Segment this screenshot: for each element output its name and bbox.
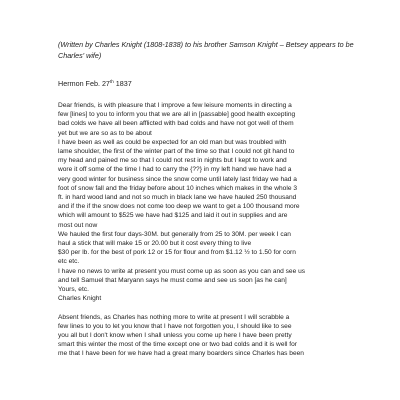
letter-line: few [lines] to you to inform you that we are all in [passable] good health excepting — [58, 111, 296, 119]
letter-line: most out now — [58, 221, 98, 229]
paragraph-gap — [58, 303, 358, 312]
letter-line: $30 per lb. for the best of pork 12 or 15 for flour and from $1.12 ½ to 1.50 for corn — [58, 249, 296, 257]
letter-line: I have no news to write at present you must come up as soon as you can and see us — [58, 267, 306, 275]
letter-line: Dear friends, is with pleasure that I improve a few leisure moments in directing a — [58, 102, 292, 109]
letter-line: lame shoulder, the first of the winter part of the time so that I could not git hand to — [58, 148, 295, 156]
letter-line: foot of snow fall and the friday before about 10 inches which makes in the whole 3 — [58, 184, 297, 192]
letter-line: bad colds we have all been afflicted with bad colds and have not got well of them — [58, 120, 294, 128]
letter-line: which will amount to $525 we have had $125 and laid it out in supplies and are — [58, 212, 288, 220]
letter-dateline — [58, 79, 132, 89]
letter-line: smart this winter the most of the time except one or two bad colds and it is well for — [58, 341, 297, 349]
letter-line: haul a stick that will make 15 or 20.00 but it cost every thing to live — [58, 240, 252, 248]
letter-line: etc etc. — [58, 258, 80, 266]
letter-line: my head and pained me so that I could not rest in nights but I kept to work and — [58, 157, 287, 165]
letter-line: Yours, etc. — [58, 286, 89, 294]
letter-line: very good winter for business since the snow come until lately last friday we had a — [58, 175, 297, 183]
letter-line: me that I have been for we have had a great many boarders since Charles has been — [58, 350, 304, 358]
intro-note: (Written by Charles Knight (1808-1838) to his brother Samson Knight – Betsey appears to be Charles' wife) — [58, 40, 354, 60]
letter-line: Absent friends, as Charles has nothing more to write at present I will scrabble a — [58, 313, 290, 321]
dateline-year: 1837 — [113, 79, 132, 88]
letter-line: wore it off some of the time I had to carry the {??} in my left hand we have had a — [58, 166, 292, 174]
letter-line: I have been as well as could be expected for an old man but was troubled with — [58, 138, 287, 146]
letter-line: and tell Samuel that Maryann says he must come and see us soon [as he can] — [58, 276, 287, 284]
letter-line: few lines to you to let you know that I have not forgotten you, I should like to see — [58, 322, 292, 330]
letter-line: We hauled the first four days-30M. but generally from 25 to 30M. per week I can — [58, 230, 291, 238]
letter-line: ft. in hard wood land and not so much in black lane we have hauled 250 thousand — [58, 194, 297, 202]
letter-body — [58, 101, 358, 359]
letter-line: you all but I don't know when I shall unless you come up here I have been pretty — [58, 332, 292, 340]
dateline-place-month: Hermon Feb. 27 — [58, 79, 110, 88]
dateline-day-suffix: th — [109, 79, 114, 84]
letter-line: yet but we are so as to be about — [58, 129, 152, 137]
letter-line: Charles Knight — [58, 295, 102, 303]
letter-line: and if the if the snow does not come too deep we want to get a 100 thousand more — [58, 203, 300, 211]
